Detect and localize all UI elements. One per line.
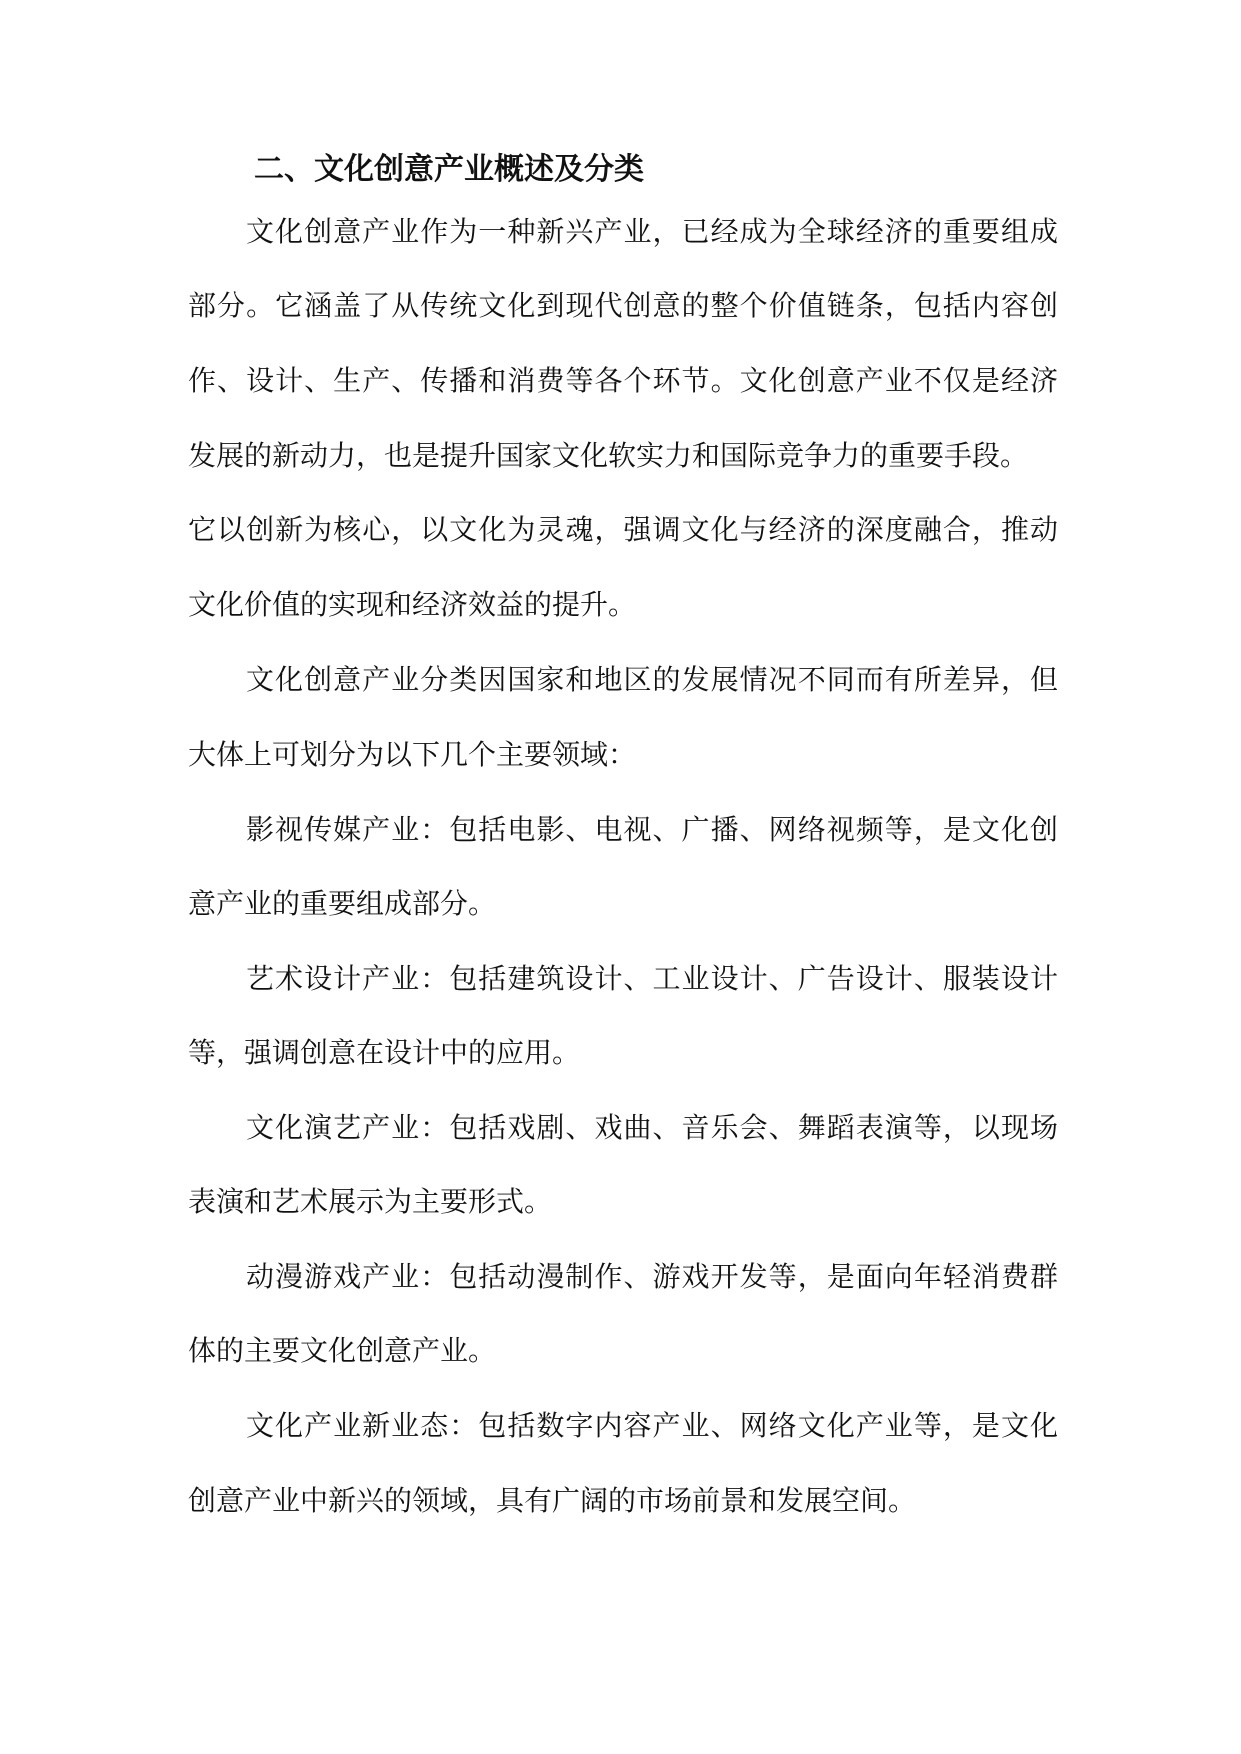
paragraph-line: 作、设计、生产、传播和消费等各个环节。文化创意产业不仅是经济	[188, 364, 1058, 397]
paragraph-line: 文化创意产业作为一种新兴产业，已经成为全球经济的重要组成	[246, 215, 1058, 248]
paragraph-line: 发展的新动力，也是提升国家文化软实力和国际竞争力的重要手段。	[188, 439, 1029, 472]
category-line: 动漫游戏产业：包括动漫制作、游戏开发等，是面向年轻消费群	[246, 1260, 1058, 1293]
category-line: 意产业的重要组成部分。	[188, 887, 497, 920]
category-line: 影视传媒产业：包括电影、电视、广播、网络视频等，是文化创	[246, 813, 1058, 846]
category-line: 艺术设计产业：包括建筑设计、工业设计、广告设计、服装设计	[246, 962, 1058, 995]
paragraph-line: 文化价值的实现和经济效益的提升。	[188, 588, 637, 621]
category-line: 文化产业新业态：包括数字内容产业、网络文化产业等，是文化	[246, 1409, 1058, 1442]
paragraph-line: 部分。它涵盖了从传统文化到现代创意的整个价值链条，包括内容创	[188, 289, 1058, 322]
paragraph-line: 大体上可划分为以下几个主要领域：	[188, 738, 637, 771]
paragraph-line: 文化创意产业分类因国家和地区的发展情况不同而有所差异，但	[246, 663, 1058, 696]
category-line: 体的主要文化创意产业。	[188, 1334, 497, 1367]
category-line: 表演和艺术展示为主要形式。	[188, 1185, 553, 1218]
category-line: 等，强调创意在设计中的应用。	[188, 1036, 581, 1069]
category-line: 文化演艺产业：包括戏剧、戏曲、音乐会、舞蹈表演等，以现场	[246, 1111, 1058, 1144]
category-line: 创意产业中新兴的领域，具有广阔的市场前景和发展空间。	[188, 1484, 917, 1517]
paragraph-line: 它以创新为核心，以文化为灵魂，强调文化与经济的深度融合，推动	[188, 513, 1058, 546]
section-heading: 二、文化创意产业概述及分类	[254, 152, 644, 187]
